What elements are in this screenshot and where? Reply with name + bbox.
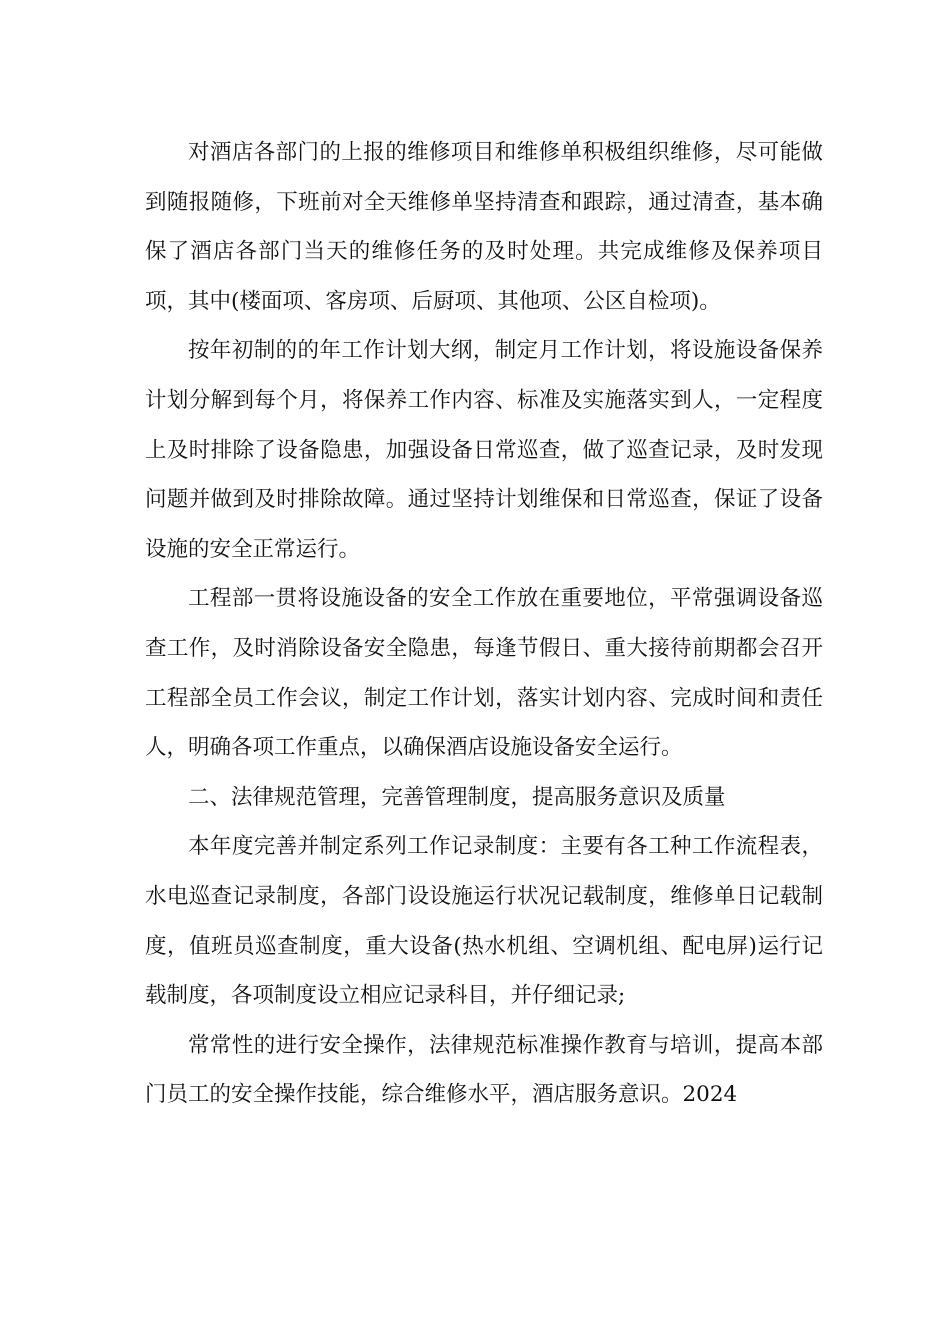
- paragraph-maintenance-work: 对酒店各部门的上报的维修项目和维修单积极组织维修，尽可能做到随报随修，下班前对全天维修单坚持清查和跟踪，通过清查，基本确保了酒店各部门当天的维修任务的及时处理。共完成维修及保养项目项，其中(楼面项、客房项、后厨项、其他项、公区自检项)。: [145, 140, 823, 314]
- paragraph-annual-plan: 按年初制的的年工作计划大纲，制定月工作计划，将设施设备保养计划分解到每个月，将保养工作内容、标准及实施落实到人，一定程度上及时排除了设备隐患，加强设备日常巡查，做了巡查记录，及时发现问题并做到及时排除故障。通过坚持计划维保和日常巡查，保证了设备设施的安全正常运行。: [145, 338, 823, 562]
- paragraph-training: 常常性的进行安全操作，法律规范标准操作教育与培训，提高本部门员工的安全操作技能，综合维修水平，酒店服务意识。2024: [145, 1032, 823, 1108]
- document-page: [145, 128, 823, 1120]
- paragraph-record-system: 本年度完善并制定系列工作记录制度：主要有各工种工作流程表，水电巡查记录制度，各部门设设施运行状况记载制度，维修单日记载制度，值班员巡查制度，重大设备(热水机组、空调机组、配电屏)运行记载制度，各项制度设立相应记录科目，并仔细记录;: [145, 834, 823, 1009]
- paragraph-safety-work: 工程部一贯将设施设备的安全工作放在重要地位，平常强调设备巡查工作，及时消除设备安全隐患，每逢节假日、重大接待前期都会召开工程部全员工作会议，制定工作计划，落实计划内容、完成时间和责任人，明确各项工作重点，以确保酒店设施设备安全运行。: [145, 586, 823, 761]
- section-heading-management: 二、法律规范管理，完善管理制度，提高服务意识及质量: [188, 784, 726, 810]
